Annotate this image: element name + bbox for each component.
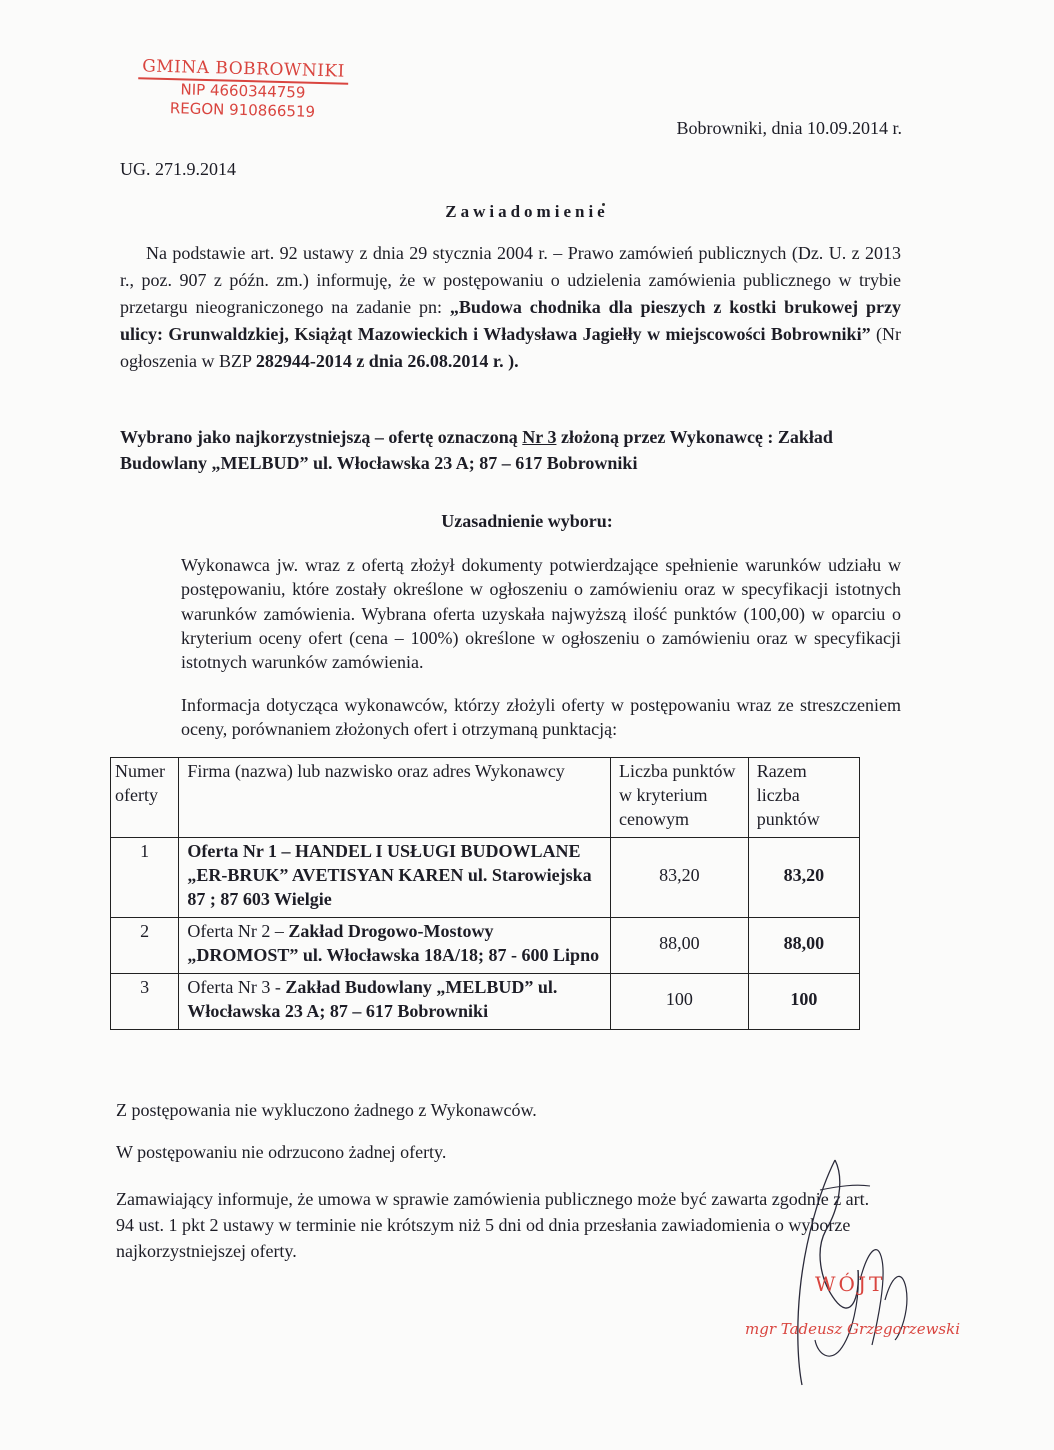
offer-number: 2 (111, 918, 179, 974)
offer-points: 83,20 (611, 838, 749, 918)
chosen-text: Wybrano jako najkorzystniejszą – ofertę oznaczoną (120, 427, 523, 447)
contract-info-text: Zamawiający informuje, że umowa w sprawie zamówienia publicznego może być zawarta zgodnie z art. 94 ust. 1 pkt 2 ustawy w terminie nie krótszym niż 5 dni od dnia przesłania zawiadomienia o wyborze najkorzystniejszej oferty. (116, 1189, 870, 1261)
table-header-row (111, 758, 860, 838)
header-points: Liczba punktów w kryterium cenowym (611, 758, 749, 838)
justification-heading: Uzasadnienie wyboru: (441, 511, 613, 531)
table-row (111, 974, 860, 1030)
stamp-office-name: GMINA BOBROWNIKI (138, 56, 349, 85)
offer-total: 100 (748, 974, 859, 1030)
header-number: Numer oferty (111, 758, 179, 838)
header-firm: Firma (nazwa) lub nazwisko oraz adres Wykonawcy (179, 758, 611, 838)
intro-text: Na podstawie art. 92 ustawy z dnia 29 stycznia 2004 r. – Prawo zamówień publicznych (Dz. U. z 2013 r., poz. 907 z późn. zm.) informuję, że w postępowaniu o udzielenia zamówienia publicznego w trybie przetargu nieograniczonego na zadanie pn: (120, 243, 901, 317)
offer-firm-bold: Zakład Budowlany „MELBUD” ul. Włocławska 23 A; 87 – 617 Bobrowniki (187, 977, 558, 1021)
task-name: „Budowa chodnika dla pieszych z kostki brukowej przy ulicy: Grunwaldzkiej, Książąt Mazowieckich i Władysława Jagiełły w miejscowości Bobrowniki” (120, 297, 901, 344)
intro-bzp-text: (Nr ogłoszenia w BZP (120, 324, 901, 371)
table-row (111, 918, 860, 974)
no-exclusions-text: Z postępowania nie wykluczono żadnego z Wykonawców. (116, 1100, 537, 1120)
contractors-info-text: Informacja dotycząca wykonawców, którzy złożyli oferty w postępowaniu wraz ze streszczeniem oceny, porównaniem złożonych ofert i otrzymaną punktacją: (181, 695, 901, 740)
offer-firm (179, 838, 611, 918)
signature-office: WÓJT (815, 1272, 886, 1296)
offer-firm (179, 918, 611, 974)
reference-number: UG. 271.9.2014 (120, 159, 236, 179)
chosen-offer-statement (120, 424, 901, 476)
offer-firm-bold: Zakład Drogowo-Mostowy „DROMOST” ul. Włocławska 18A/18; 87 - 600 Lipno (187, 921, 600, 965)
stamp-regon: REGON 910866519 (169, 99, 316, 121)
office-stamp (127, 55, 359, 123)
stamp-nip: NIP 4660344759 (180, 80, 306, 102)
offer-total: 83,20 (748, 838, 859, 918)
offer-firm (179, 974, 611, 1030)
offer-firm-prefix: Oferta Nr 3 - (187, 977, 286, 997)
handwritten-signature (760, 1150, 970, 1390)
intro-paragraph (120, 240, 901, 375)
signature-name: mgr Tadeusz Grzegorzewski (745, 1320, 960, 1338)
document-date: Bobrowniki, dnia 10.09.2014 r. (676, 118, 902, 138)
offer-firm-prefix: Oferta Nr 2 – (187, 921, 289, 941)
bzp-number: 282944-2014 z dnia 26.08.2014 r. ). (255, 351, 519, 371)
offer-number: 3 (111, 974, 179, 1030)
offer-total: 88,00 (748, 918, 859, 974)
no-rejections-text: W postępowaniu nie odrzucono żadnej oferty. (116, 1142, 447, 1162)
table-row (111, 838, 860, 918)
offers-table (110, 757, 860, 1030)
offer-number: 1 (111, 838, 179, 918)
header-total: Razem liczba punktów (748, 758, 859, 838)
offer-points: 88,00 (611, 918, 749, 974)
document-title: Zawiadomienie (445, 202, 609, 221)
justification-text: Wykonawca jw. wraz z ofertą złożył dokumenty potwierdzające spełnienie warunków udziału w postępowaniu, które zostały określone w ogłoszeniu o zamówieniu oraz w specyfikacji istotnych warunków zamówienia. Wybrana oferta uzyskała najwyższą ilość punktów (100,00) w oparciu o kryterium oceny ofert (cena – 100%) określone w ogłoszeniu o zamówieniu oraz w specyfikacji istotnych warunków zamówienia. (181, 555, 901, 673)
offer-firm-bold: Oferta Nr 1 – HANDEL I USŁUGI BUDOWLANE „ER-BRUK” AVETISYAN KAREN ul. Starowiejska 87 ; 87 603 Wielgie (187, 841, 592, 909)
offer-points: 100 (611, 974, 749, 1030)
chosen-contractor: złożoną przez Wykonawcę : Zakład Budowlany „MELBUD” ul. Włocławska 23 A; 87 – 617 Bobrowniki (120, 427, 833, 473)
chosen-offer-ref: Nr 3 (522, 427, 557, 447)
